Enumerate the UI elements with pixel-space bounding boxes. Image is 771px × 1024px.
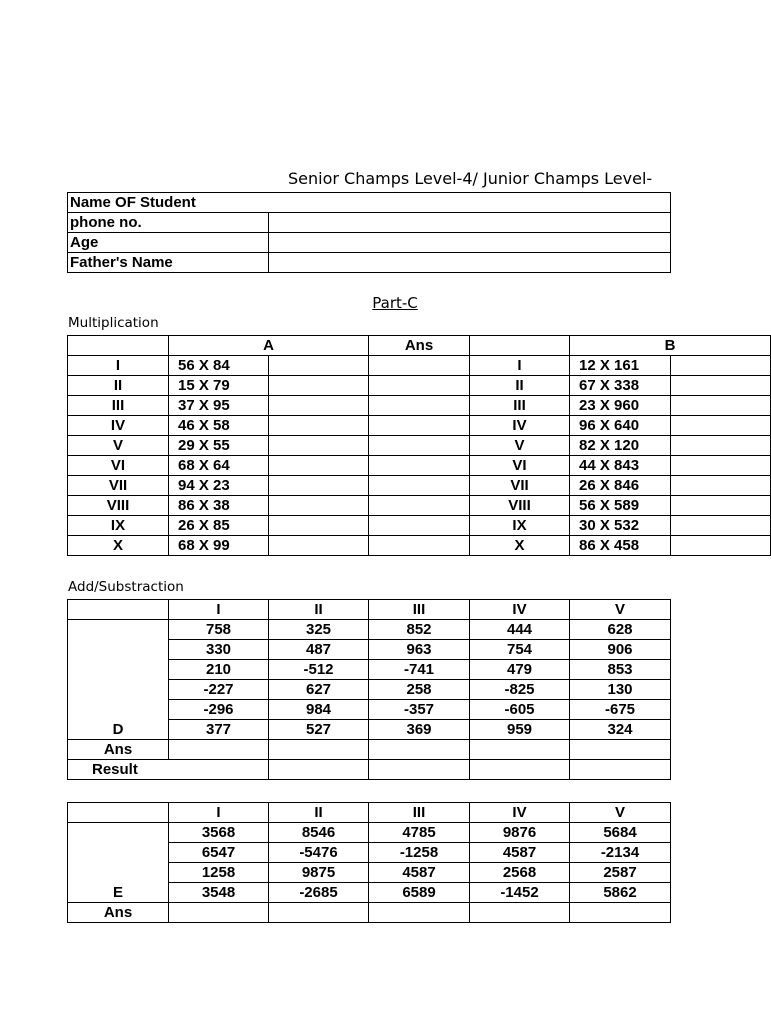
add-sub-d-table [67, 599, 671, 780]
answer-cell[interactable] [369, 376, 470, 396]
row-number-a: VIII [68, 496, 169, 516]
number-cell: 4587 [369, 863, 470, 883]
result-label: Result [68, 760, 269, 780]
problem-b: 30 X 532 [570, 516, 671, 536]
number-cell: -227 [169, 680, 269, 700]
answer-cell[interactable] [369, 903, 470, 923]
problem-a: 26 X 85 [169, 516, 269, 536]
problem-a-extra [269, 476, 369, 496]
answer-cell[interactable] [570, 740, 671, 760]
student-name-label: Name OF Student [68, 193, 671, 213]
row-number-b: VI [470, 456, 570, 476]
number-cell: 444 [470, 620, 570, 640]
number-cell: 1258 [169, 863, 269, 883]
multiplication-row [68, 356, 771, 376]
row-number-b: I [470, 356, 570, 376]
multiplication-row [68, 376, 771, 396]
header-blank-cell [470, 336, 570, 356]
number-cell: 330 [169, 640, 269, 660]
problem-b-extra [671, 436, 771, 456]
number-cell: 4785 [369, 823, 470, 843]
answer-cell[interactable] [269, 740, 369, 760]
problem-a-extra [269, 456, 369, 476]
header-blank-cell [68, 803, 169, 823]
problem-b: 23 X 960 [570, 396, 671, 416]
number-cell: 377 [169, 720, 269, 740]
add-sub-e-table [67, 802, 671, 923]
problem-b: 82 X 120 [570, 436, 671, 456]
add-sub-e-ans-row [68, 903, 671, 923]
number-cell: 487 [269, 640, 369, 660]
problem-b: 56 X 589 [570, 496, 671, 516]
problem-a-extra [269, 356, 369, 376]
problem-a-extra [269, 436, 369, 456]
answer-cell[interactable] [369, 536, 470, 556]
multiplication-row [68, 456, 771, 476]
problem-a-extra [269, 496, 369, 516]
problem-b-extra [671, 456, 771, 476]
multiplication-row [68, 516, 771, 536]
add-sub-d-header-row [68, 600, 671, 620]
row-number-a: X [68, 536, 169, 556]
number-cell: 6547 [169, 843, 269, 863]
number-cell: 4587 [470, 843, 570, 863]
problem-b: 86 X 458 [570, 536, 671, 556]
number-cell: 210 [169, 660, 269, 680]
header-blank-cell [68, 600, 169, 620]
number-cell: -5476 [269, 843, 369, 863]
column-b-header: B [570, 336, 771, 356]
problem-b-extra [671, 396, 771, 416]
row-number-b: X [470, 536, 570, 556]
problem-a: 15 X 79 [169, 376, 269, 396]
father-name-label: Father's Name [68, 253, 269, 273]
multiplication-rows [68, 356, 771, 556]
column-header: V [570, 803, 671, 823]
column-header: II [269, 600, 369, 620]
row-number-a: VII [68, 476, 169, 496]
answer-cell[interactable] [169, 740, 269, 760]
number-cell: -357 [369, 700, 470, 720]
problem-a: 37 X 95 [169, 396, 269, 416]
ans-label: Ans [68, 740, 169, 760]
column-header: V [570, 600, 671, 620]
problem-b: 12 X 161 [570, 356, 671, 376]
multiplication-label: Multiplication [68, 315, 159, 331]
problem-b: 96 X 640 [570, 416, 671, 436]
answer-cell[interactable] [369, 496, 470, 516]
part-title: Part-C [372, 294, 418, 312]
add-sub-d-result-row [68, 760, 671, 780]
answer-cell[interactable] [369, 516, 470, 536]
column-ans-header: Ans [369, 336, 470, 356]
problem-a: 56 X 84 [169, 356, 269, 376]
problem-b-extra [671, 516, 771, 536]
header-blank-cell [68, 336, 169, 356]
number-cell: 2587 [570, 863, 671, 883]
number-cell: 959 [470, 720, 570, 740]
row-number-a: III [68, 396, 169, 416]
result-cell[interactable] [570, 760, 671, 780]
multiplication-table [67, 335, 771, 556]
problem-b-extra [671, 376, 771, 396]
row-number-a: I [68, 356, 169, 376]
row-number-b: IV [470, 416, 570, 436]
column-header: II [269, 803, 369, 823]
problem-a-extra [269, 376, 369, 396]
add-sub-d-section [67, 599, 670, 780]
problem-a: 86 X 38 [169, 496, 269, 516]
multiplication-section [67, 335, 676, 556]
number-cell: 853 [570, 660, 671, 680]
number-cell: 9876 [470, 823, 570, 843]
answer-cell[interactable] [369, 476, 470, 496]
number-row [68, 620, 671, 640]
phone-label: phone no. [68, 213, 269, 233]
problem-a: 68 X 99 [169, 536, 269, 556]
number-cell: -605 [470, 700, 570, 720]
number-cell: 627 [269, 680, 369, 700]
number-cell: -1452 [470, 883, 570, 903]
row-number-b: II [470, 376, 570, 396]
problem-a: 29 X 55 [169, 436, 269, 456]
add-sub-e-header-row [68, 803, 671, 823]
answer-cell[interactable] [369, 456, 470, 476]
answer-cell[interactable] [169, 903, 269, 923]
worksheet-title: Senior Champs Level-4/ Junior Champs Level- [288, 169, 653, 188]
number-cell: -2134 [570, 843, 671, 863]
add-sub-d-ans-row [68, 740, 671, 760]
column-header: III [369, 600, 470, 620]
column-header: I [169, 803, 269, 823]
number-cell: 369 [369, 720, 470, 740]
problem-b: 67 X 338 [570, 376, 671, 396]
add-sub-e-section [67, 802, 670, 923]
column-header: I [169, 600, 269, 620]
column-header: IV [470, 600, 570, 620]
row-number-a: IX [68, 516, 169, 536]
problem-b-extra [671, 356, 771, 376]
number-cell: -741 [369, 660, 470, 680]
column-header: IV [470, 803, 570, 823]
problem-a-extra [269, 516, 369, 536]
column-a-header: A [169, 336, 369, 356]
number-cell: 963 [369, 640, 470, 660]
number-cell: 984 [269, 700, 369, 720]
number-cell: 628 [570, 620, 671, 640]
answer-cell[interactable] [369, 416, 470, 436]
problem-a-extra [269, 416, 369, 436]
add-subtraction-label: Add/Substraction [68, 579, 184, 595]
problem-a-extra [269, 536, 369, 556]
number-cell: 758 [169, 620, 269, 640]
student-name-row [68, 193, 671, 213]
problem-b-extra [671, 476, 771, 496]
answer-cell[interactable] [470, 903, 570, 923]
row-number-b: IX [470, 516, 570, 536]
number-row [68, 823, 671, 843]
ans-label: Ans [68, 903, 169, 923]
number-cell: 3548 [169, 883, 269, 903]
section-label: D [68, 620, 169, 740]
number-cell: 258 [369, 680, 470, 700]
number-cell: 3568 [169, 823, 269, 843]
phone-row [68, 213, 671, 233]
number-cell: 6589 [369, 883, 470, 903]
problem-a: 68 X 64 [169, 456, 269, 476]
problem-b: 26 X 846 [570, 476, 671, 496]
add-sub-d-rows [68, 620, 671, 740]
number-cell: -1258 [369, 843, 470, 863]
phone-field[interactable] [269, 213, 671, 233]
row-number-a: VI [68, 456, 169, 476]
add-sub-e-rows [68, 823, 671, 903]
number-cell: 754 [470, 640, 570, 660]
age-row [68, 233, 671, 253]
number-cell: 8546 [269, 823, 369, 843]
result-cell[interactable] [369, 760, 470, 780]
age-field[interactable] [269, 233, 671, 253]
row-number-b: VIII [470, 496, 570, 516]
row-number-b: V [470, 436, 570, 456]
multiplication-row [68, 436, 771, 456]
number-cell: 479 [470, 660, 570, 680]
number-cell: -512 [269, 660, 369, 680]
number-cell: -2685 [269, 883, 369, 903]
father-name-row [68, 253, 671, 273]
row-number-a: II [68, 376, 169, 396]
number-cell: 2568 [470, 863, 570, 883]
problem-b-extra [671, 416, 771, 436]
problem-b-extra [671, 496, 771, 516]
number-cell: 324 [570, 720, 671, 740]
number-cell: 852 [369, 620, 470, 640]
age-label: Age [68, 233, 269, 253]
multiplication-row [68, 396, 771, 416]
number-cell: 9875 [269, 863, 369, 883]
number-cell: 5684 [570, 823, 671, 843]
problem-a: 94 X 23 [169, 476, 269, 496]
row-number-a: V [68, 436, 169, 456]
problem-a: 46 X 58 [169, 416, 269, 436]
row-number-b: VII [470, 476, 570, 496]
number-cell: 325 [269, 620, 369, 640]
result-cell[interactable] [470, 760, 570, 780]
row-number-b: III [470, 396, 570, 416]
multiplication-row [68, 496, 771, 516]
number-cell: -825 [470, 680, 570, 700]
father-name-field[interactable] [269, 253, 671, 273]
answer-cell[interactable] [570, 903, 671, 923]
number-cell: -675 [570, 700, 671, 720]
multiplication-row [68, 536, 771, 556]
number-cell: 906 [570, 640, 671, 660]
number-cell: 527 [269, 720, 369, 740]
problem-b: 44 X 843 [570, 456, 671, 476]
number-cell: 5862 [570, 883, 671, 903]
multiplication-header-row [68, 336, 771, 356]
answer-cell[interactable] [269, 903, 369, 923]
column-header: III [369, 803, 470, 823]
multiplication-row [68, 476, 771, 496]
number-cell: -296 [169, 700, 269, 720]
problem-a-extra [269, 396, 369, 416]
student-info-table [67, 192, 671, 273]
multiplication-row [68, 416, 771, 436]
section-label: E [68, 823, 169, 903]
answer-cell[interactable] [369, 396, 470, 416]
answer-cell[interactable] [369, 740, 470, 760]
student-info-section [67, 192, 670, 273]
answer-cell[interactable] [369, 356, 470, 376]
number-cell: 130 [570, 680, 671, 700]
answer-cell[interactable] [470, 740, 570, 760]
problem-b-extra [671, 536, 771, 556]
answer-cell[interactable] [369, 436, 470, 456]
row-number-a: IV [68, 416, 169, 436]
result-cell[interactable] [269, 760, 369, 780]
